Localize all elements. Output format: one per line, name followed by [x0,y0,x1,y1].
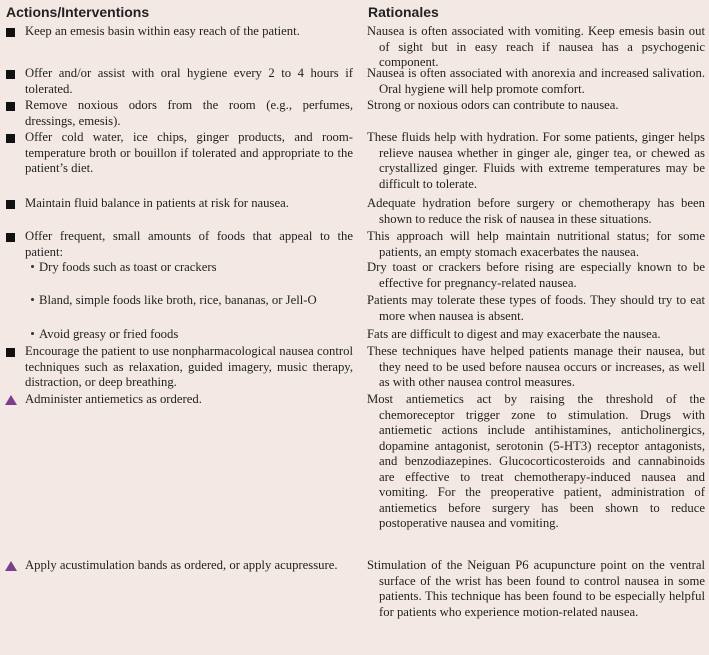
action-text: Offer and/or assist with oral hygiene every 2 to 4 hours if tolerated. [25,66,353,96]
actions-header: Actions/Interventions [6,4,150,20]
rationales-header: Rationales [368,4,439,20]
bullet-triangle-icon [0,558,25,574]
bullet-square-icon [0,98,25,114]
table-row [0,327,707,344]
rationale-text: Strong or noxious odors can contribute to nausea. [367,98,619,112]
action-text: Offer frequent, small amounts of foods that appeal to the patient: [25,229,353,259]
table-row [0,66,707,98]
table-row [0,558,707,635]
bullet-square-icon [0,66,25,82]
bullet-square-icon [0,229,25,245]
rationale-text: Nausea is often associated with vomiting. Keep emesis basin out of sight but in easy reach if nausea has a psychogenic component. [367,24,705,69]
table-row [0,196,707,229]
rationale-text: Stimulation of the Neiguan P6 acupuncture point on the ventral surface of the wrist has been found to control nausea in some patients. This technique has been found to be especially helpful for patients who experience motion-related nausea. [367,558,705,619]
action-text: Keep an emesis basin within easy reach of the patient. [25,24,300,38]
rationale-text: Dry toast or crackers before rising are especially known to be effective for pregnancy-related nausea. [367,260,705,290]
bullet-square-icon [0,196,25,212]
bullet-square-icon [0,130,25,146]
table-header [0,0,707,24]
action-text: Remove noxious odors from the room (e.g., perfumes, dressings, emesis). [25,98,353,128]
table-row [0,98,707,130]
action-text: Apply acustimulation bands as ordered, or apply acupressure. [25,558,338,572]
rationale-text: This approach will help maintain nutritional status; for some patients, an empty stomach exacerbates the nausea. [367,229,705,259]
action-text: Maintain fluid balance in patients at risk for nausea. [25,196,289,210]
action-text: Dry foods such as toast or crackers [39,260,217,274]
action-text: Encourage the patient to use nonpharmacological nausea control techniques such as relaxation, guided imagery, music therapy, distraction, or deep breathing. [25,344,353,389]
table-row [0,24,707,69]
bullet-dot-icon [0,260,25,276]
bullet-dot-icon [0,293,25,309]
rationale-text: Adequate hydration before surgery or chemotherapy has been shown to reduce the risk of nausea in these situations. [367,196,705,226]
action-text: Avoid greasy or fried foods [39,327,179,341]
rationale-text: Fats are difficult to digest and may exacerbate the nausea. [367,327,661,341]
table-row [0,260,707,293]
table-row [0,392,707,558]
rationale-text: Patients may tolerate these types of foods. They should try to eat more when nausea is absent. [367,293,705,323]
rationale-text: Nausea is often associated with anorexia and increased salivation. Oral hygiene will help promote comfort. [367,66,705,96]
bullet-square-icon [0,24,25,40]
bullet-triangle-icon [0,392,25,408]
action-text: Administer antiemetics as ordered. [25,392,202,406]
table-row [0,229,707,260]
table-row [0,130,707,196]
bullet-square-icon [0,344,25,360]
rationale-text: These fluids help with hydration. For some patients, ginger helps relieve nausea whether in ginger ale, ginger tea, or chewed as crystallized ginger. Fluids with extreme temperatures may be difficult to tolerate. [367,130,705,191]
table-row [0,344,707,392]
action-text: Bland, simple foods like broth, rice, bananas, or Jell-O [39,293,317,307]
table-row [0,293,707,327]
action-text: Offer cold water, ice chips, ginger products, and room-temperature broth or bouillon if tolerated and appropriate to the patient’s diet. [25,130,353,175]
rationale-text: These techniques have helped patients manage their nausea, but they need to be used before nausea occurs or increases, as well as with other nausea control measures. [367,344,705,389]
bullet-dot-icon [0,327,25,343]
rationale-text: Most antiemetics act by raising the threshold of the chemoreceptor trigger zone to stimulation. Drugs with antiemetic actions include antihistamines, anticholinergics, dopamine antagonist, serotonin (5-HT3) receptor antagonists, and benzodiazepines. Glucocorticosteroids and cannabinoids are effective to treat chemotherapy-induced nausea and vomiting. For the preoperative patient, administration of antiemetics before surgery has been shown to reduce postoperative nausea and vomiting. [367,392,705,530]
